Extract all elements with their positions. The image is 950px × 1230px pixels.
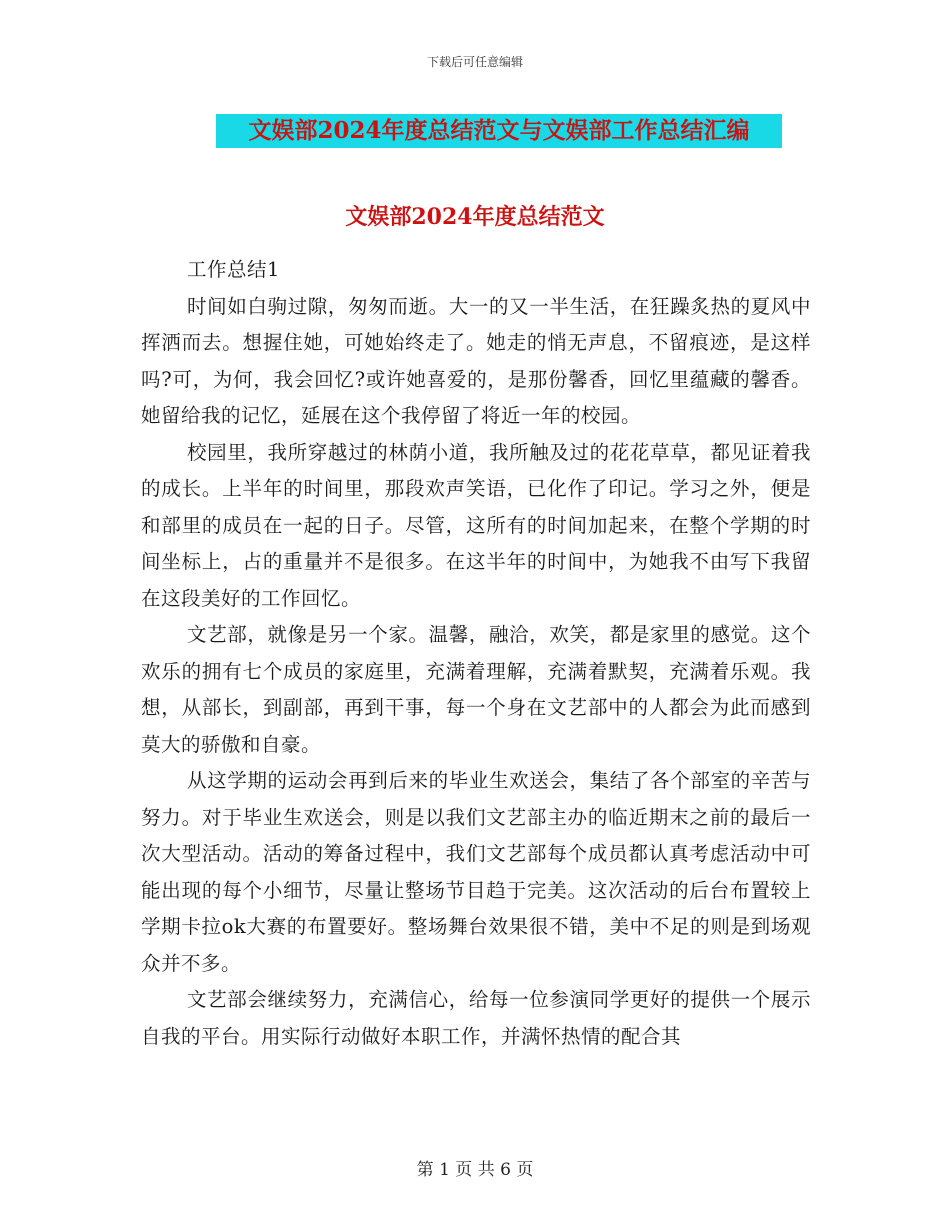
page-number: 第 1 页 共 6 页 [416,1160,534,1180]
paragraph: 文艺部会继续努力，充满信心，给每一位参演同学更好的提供一个展示自我的平台。用实际行动做好本职工作，并满怀热情的配合其 [141,988,811,1048]
document-body [141,252,811,1055]
paragraph: 时间如白驹过隙，匆匆而逝。大一的又一半生活，在狂躁炙热的夏风中挥洒而去。想握住她，可她始终走了。她走的悄无声息，不留痕迹，是这样吗?可，为何，我会回忆?或许她喜爱的，是那份馨香，回忆里蕴藏的馨香。她留给我的记忆，延展在这个我停留了将近一年的校园。 [141,294,811,427]
paragraph: 文艺部，就像是另一个家。温馨，融洽，欢笑，都是家里的感觉。这个欢乐的拥有七个成员的家庭里，充满着理解，充满着默契，充满着乐观。我想，从部长，到副部，再到干事，每一个身在文艺部中的人都会为此而感到莫大的骄傲和自豪。 [141,623,811,756]
document-title: 文娱部2024年度总结范文与文娱部工作总结汇编 [216,114,782,148]
section-subtitle: 文娱部2024年度总结范文 [345,204,605,230]
paragraph-heading: 工作总结1 [187,258,280,281]
paragraph: 校园里，我所穿越过的林荫小道，我所触及过的花花草草，都见证着我的成长。上半年的时间里，那段欢声笑语，已化作了印记。学习之外，便是和部里的成员在一起的日子。尽管，这所有的时间加起来，在整个学期的时间坐标上，占的重量并不是很多。在这半年的时间中，为她我不由写下我留在这段美好的工作回忆。 [141,440,811,610]
paragraph: 从这学期的运动会再到后来的毕业生欢送会，集结了各个部室的辛苦与努力。对于毕业生欢送会，则是以我们文艺部主办的临近期末之前的最后一次大型活动。活动的筹备过程中，我们文艺部每个成员都认真考虑活动中可能出现的每个小细节，尽量让整场节目趋于完美。这次活动的后台布置较上学期卡拉ok大赛的布置要好。整场舞台效果很不错，美中不足的则是到场观众并不多。 [141,769,811,975]
header-note: 下载后可任意编辑 [426,55,523,69]
